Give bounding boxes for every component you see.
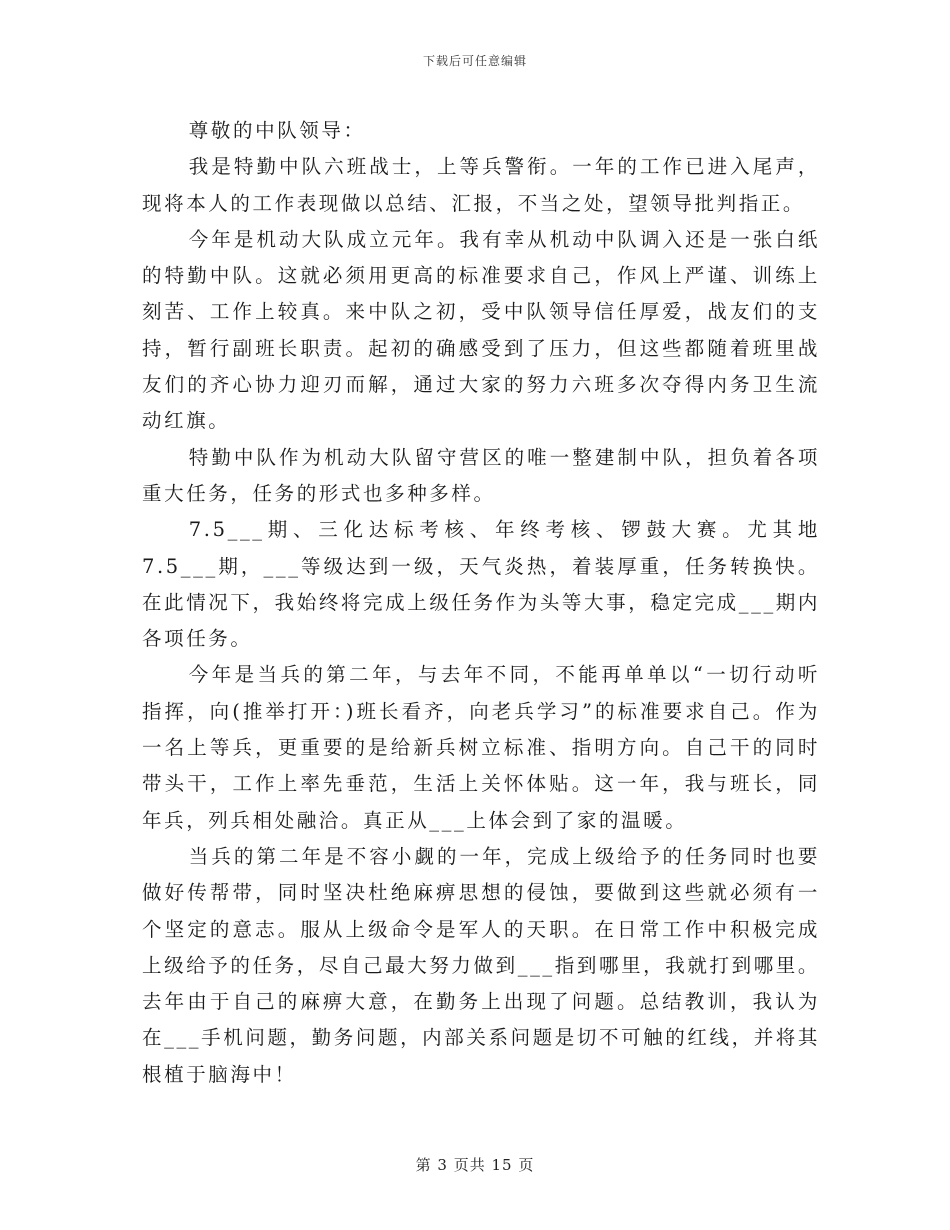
paragraph: 7.5___期、三化达标考核、年终考核、锣鼓大赛。尤其地7.5___期，___等级达到一级，天气炎热，着装厚重，任务转换快。在此情况下，我始终将完成上级任务作为头等大事，稳定完成___期内各项任务。 xyxy=(142,518,820,651)
paragraph: 当兵的第二年是不容小觑的一年，完成上级给予的任务同时也要做好传帮带，同时坚决杜绝麻痹思想的侵蚀，要做到这些就必须有一个坚定的意志。服从上级命令是军人的天职。在日常工作中积极完成上级给予的任务，尽自己最大努力做到___指到哪里，我就打到哪里。去年由于自己的麻痹大意，在勤务上出现了问题。总结教训，我认为在___手机问题，勤务问题，内部关系问题是切不可触的红线，并将其根植于脑海中！ xyxy=(142,844,820,1086)
document-body xyxy=(142,113,820,1093)
paragraph: 特勤中队作为机动大队留守营区的唯一整建制中队，担负着各项重大任务，任务的形式也多种多样。 xyxy=(142,445,820,505)
paragraph: 今年是机动大队成立元年。我有幸从机动中队调入还是一张白纸的特勤中队。这就必须用更高的标准要求自己，作风上严谨、训练上刻苦、工作上较真。来中队之初，受中队领导信任厚爱，战友们的支持，暂行副班长职责。起初的确感受到了压力，但这些都随着班里战友们的齐心协力迎刃而解，通过大家的努力六班多次夺得内务卫生流动红旗。 xyxy=(142,227,820,433)
salutation: 尊敬的中队领导： xyxy=(188,119,366,142)
page-number: 第 3 页共 15 页 xyxy=(415,1156,535,1174)
page-header: 下载后可任意编辑 xyxy=(422,54,527,68)
paragraph: 今年是当兵的第二年，与去年不同，不能再单单以“一切行动听指挥，向(推举打开：)班长看齐，向老兵学习”的标准要求自己。作为一名上等兵，更重要的是给新兵树立标准、指明方向。自己干的同时带头干，工作上率先垂范，生活上关怀体贴。这一年，我与班长，同年兵，列兵相处融洽。真正从___上体会到了家的温暖。 xyxy=(142,663,820,832)
paragraph: 我是特勤中队六班战士，上等兵警衔。一年的工作已进入尾声，现将本人的工作表现做以总结、汇报，不当之处，望领导批判指正。 xyxy=(142,155,820,215)
